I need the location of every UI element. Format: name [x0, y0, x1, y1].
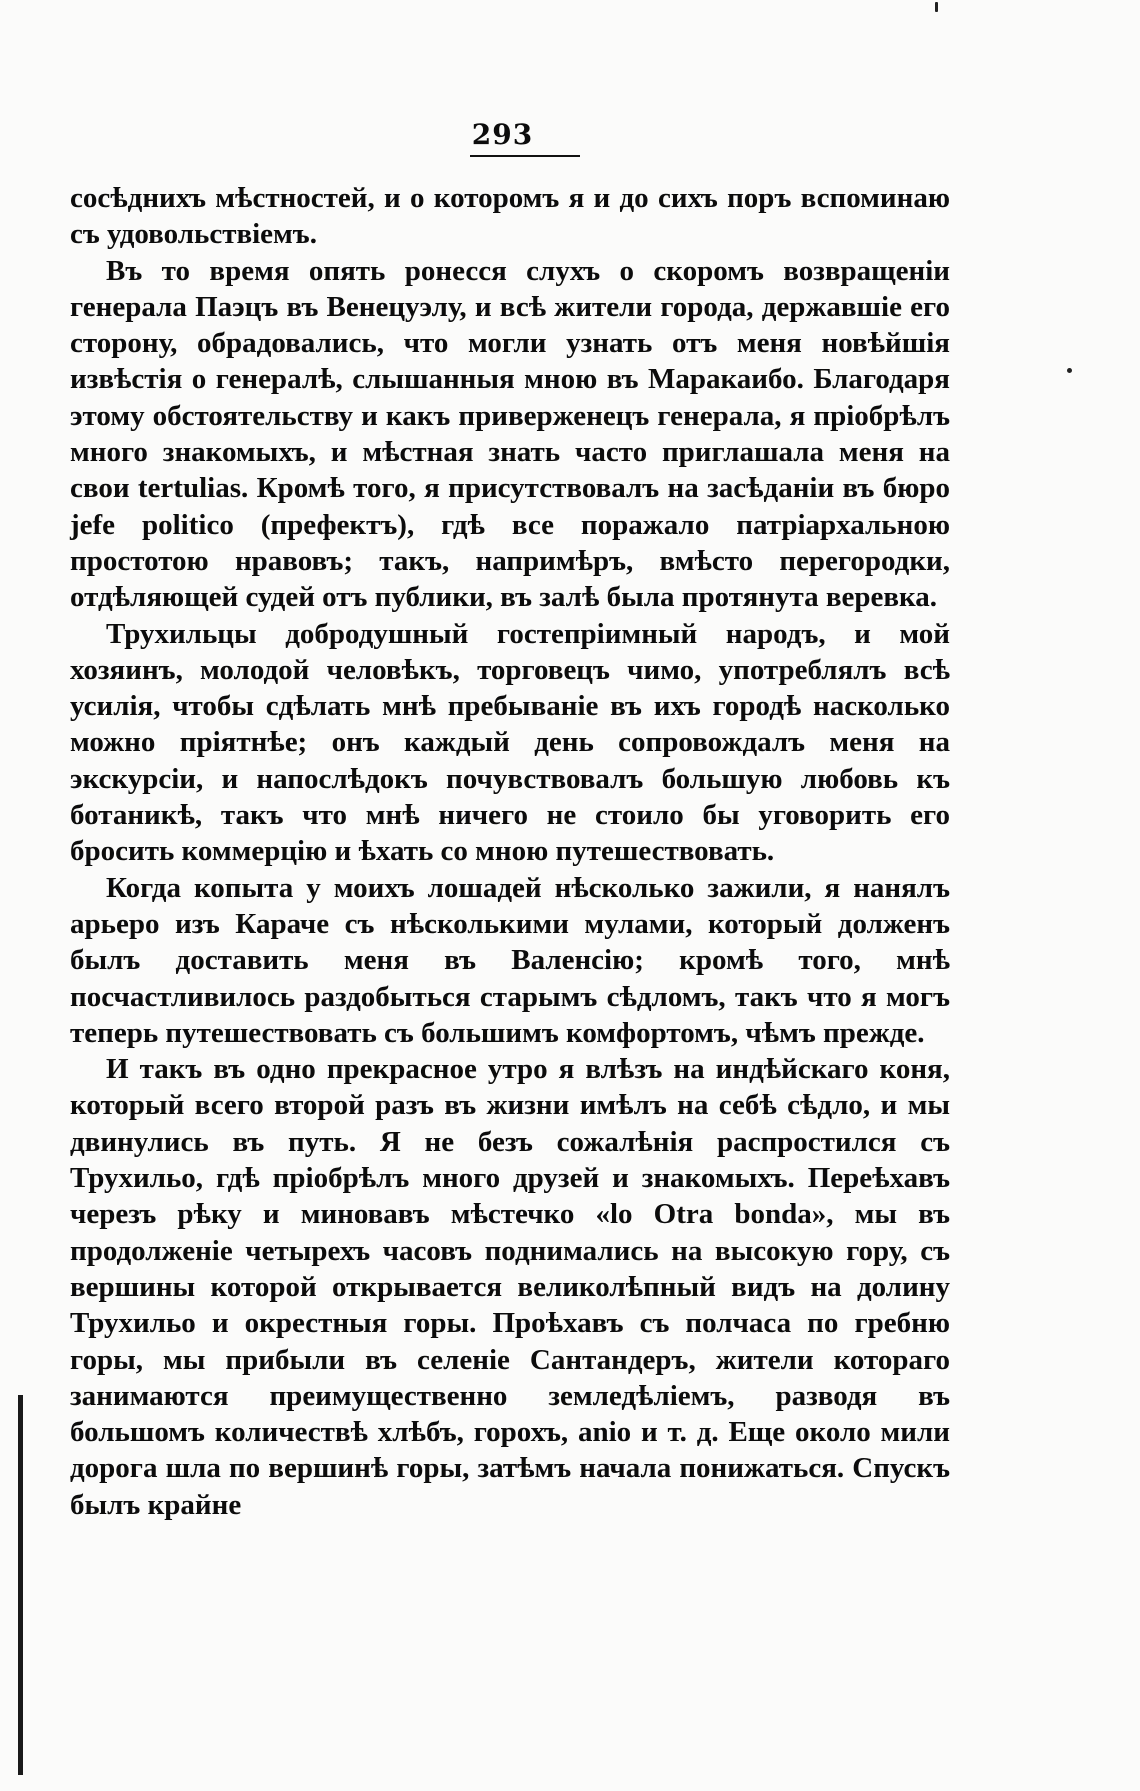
page-number-rule — [470, 155, 580, 157]
scan-speck — [1067, 368, 1072, 373]
paragraph: И такъ въ одно прекрасное утро я влѣзъ на индѣйскаго коня, который всего второй разъ въ жизни имѣлъ на себѣ сѣдло, и мы двинулись въ путь. Я не безъ сожалѣнiя распростился съ Трухильо, гдѣ прiобрѣлъ много друзей и знакомыхъ. Переѣхавъ черезъ рѣку и миновавъ мѣстечко «lo Otra bonda», мы въ продолженiе четырехъ часовъ поднимались на высокую гору, съ вершины которой открывается великолѣпный видъ на долину Трухильо и окрестныя горы. Проѣхавъ съ полчаса по гребню горы, мы прибыли въ селенiе Сантандеръ, жители котораго занимаются преимущественно земледѣлiемъ, разводя въ большомъ количествѣ хлѣбъ, горохъ, anio и т. д. Еще около мили дорога шла по вершинѣ горы, затѣмъ начала понижаться. Спускъ былъ крайне — [70, 1053, 950, 1521]
body-text — [70, 180, 950, 1523]
paragraph: Въ то время опять ронесся слухъ о скоромъ возвращенiи генерала Паэцъ въ Венецуэлу, и всѣ жители города, державшiе его сторону, обрадовались, что могли узнать отъ меня новѣйшiя извѣстiя о генералѣ, слышанныя мною въ Маракаибо. Благодаря этому обстоятельству и какъ приверженецъ генерала, я прiобрѣлъ много знакомыхъ, и мѣстная знать часто приглашала меня на свои tertulias. Кромѣ того, я присутствовалъ на засѣданiи въ бюро jefe politico (префектъ), гдѣ все поражало патрiархальною простотою нравовъ; такъ, напримѣръ, вмѣсто перегородки, отдѣляющей судей отъ публики, въ залѣ была протянута веревка. — [70, 254, 950, 614]
paragraph: Когда копыта у моихъ лошадей нѣсколько зажили, я нанялъ арьеро изъ Караче съ нѣсколькими мулами, который долженъ былъ доставить меня въ Валенсiю; кромѣ того, мнѣ посчастливилось раздобыться старымъ сѣдломъ, такъ что я могъ теперь путешествовать съ большимъ комфортомъ, чѣмъ прежде. — [70, 871, 950, 1049]
paragraph: Трухильцы добродушный гостепрiимный народъ, и мой хозяинъ, молодой человѣкъ, торговецъ чимо, употреблялъ всѣ усилiя, чтобы сдѣлать мнѣ пребыванiе въ ихъ городѣ насколько можно прiятнѣе; онъ каждый день сопровождалъ меня на экскурсiи, и напослѣдокъ почувствовалъ большую любовь къ ботаникѣ, такъ что мнѣ ничего не стоило бы уговорить его бросить коммерцiю и ѣхать со мною путешествовать. — [70, 617, 950, 868]
binding-edge — [18, 1395, 23, 1775]
paragraph-continued: сосѣднихъ мѣстностей, и о которомъ я и до сихъ поръ вспоминаю съ удовольствiемъ. — [70, 182, 950, 251]
page-number: 293 — [471, 118, 534, 151]
scan-speck — [935, 2, 938, 12]
